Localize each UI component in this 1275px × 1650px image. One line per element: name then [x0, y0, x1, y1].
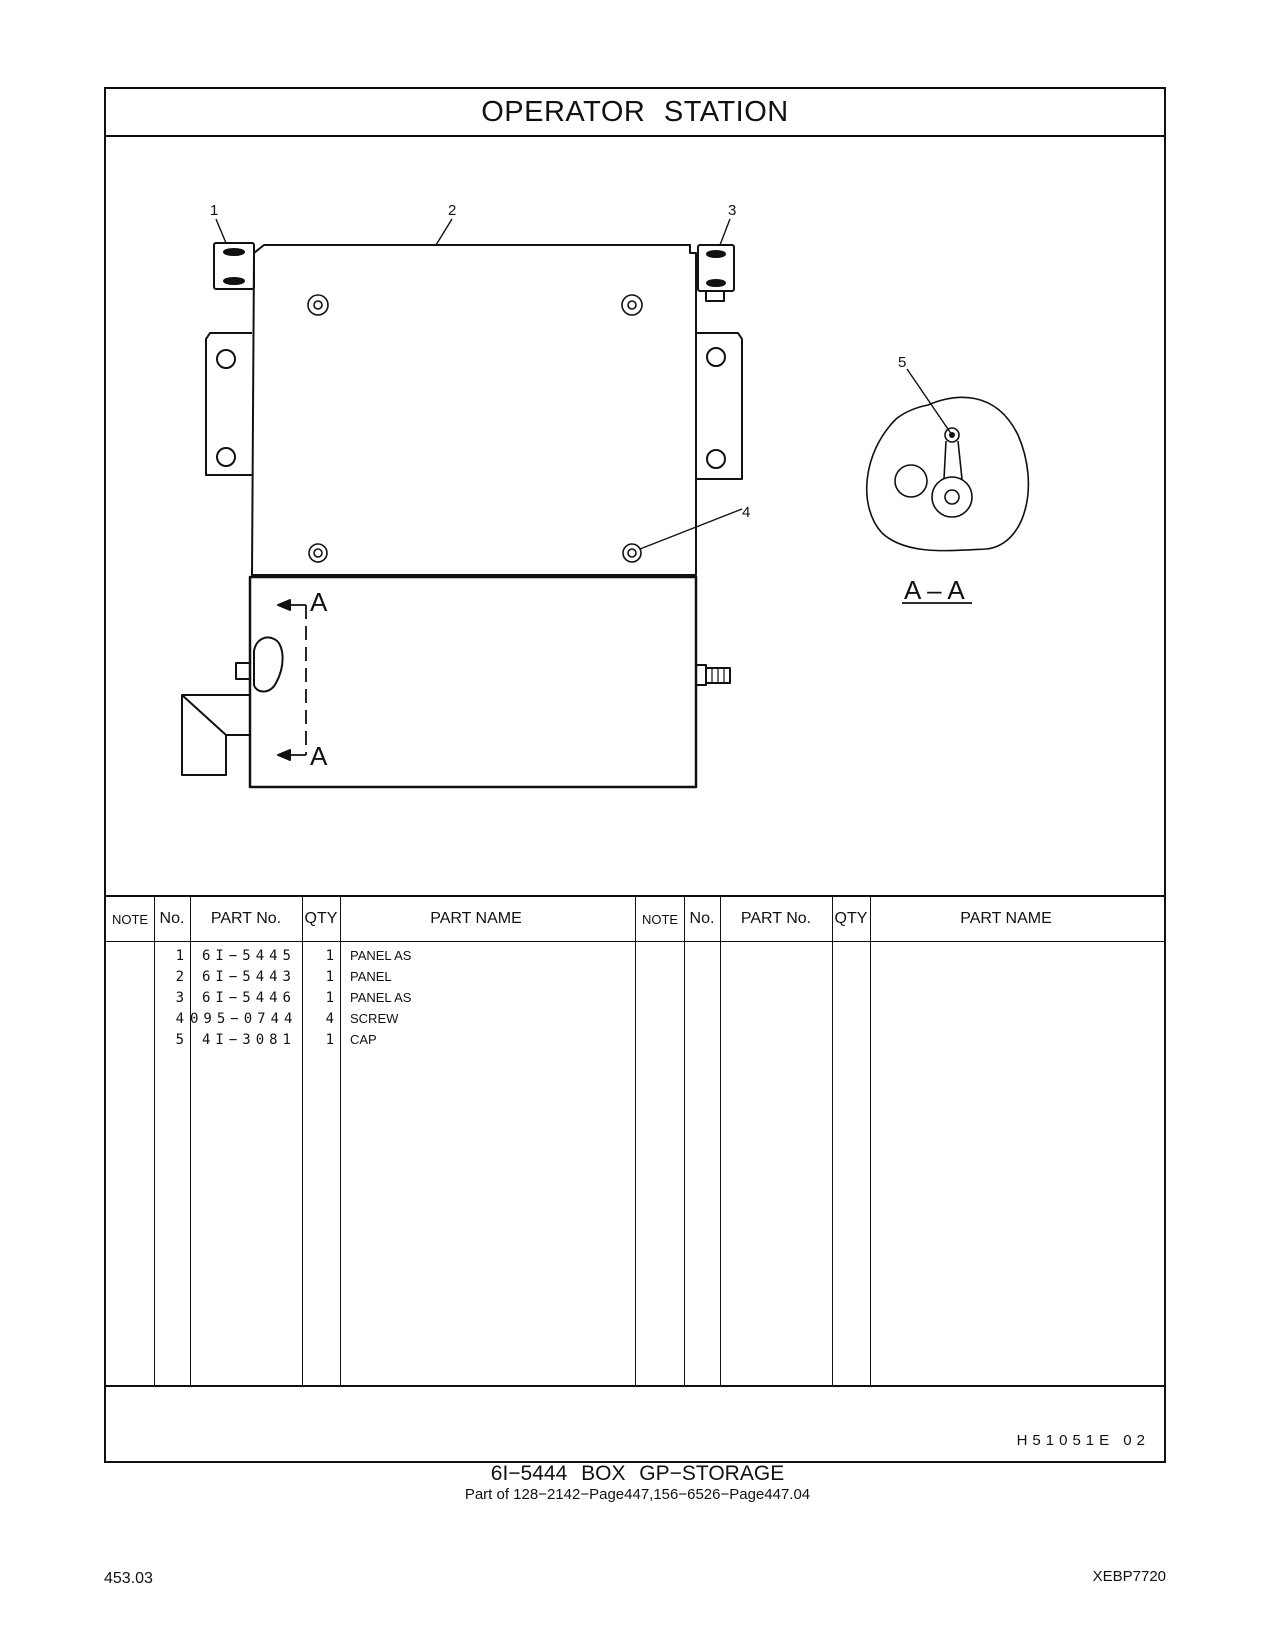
- col-part-name: PART NAME: [960, 910, 1052, 927]
- row-part-no: 6I−5443: [201, 969, 296, 985]
- callout-3: 3: [728, 202, 737, 219]
- callout-1: 1: [210, 202, 219, 219]
- callout-5: 5: [898, 354, 907, 371]
- exploded-view-drawing: [106, 135, 1164, 895]
- table-row: [106, 1029, 635, 1051]
- section-aa-outline: [867, 397, 1029, 550]
- table-row: [106, 966, 635, 988]
- illustration-reference: H51051E 02: [1016, 1432, 1150, 1449]
- col-divider: [720, 897, 721, 1385]
- table-header: [106, 897, 635, 942]
- mount-plate-left: [206, 333, 252, 475]
- parts-tables: [106, 895, 1164, 1387]
- parts-table-right: [635, 897, 1164, 1385]
- table-row: [106, 945, 635, 967]
- row-part-name: PANEL: [350, 969, 392, 984]
- col-note: NOTE: [111, 911, 149, 927]
- page-number: 453.03: [104, 1570, 153, 1587]
- row-part-name: SCREW: [350, 1011, 399, 1026]
- row-part-name: PANEL AS: [350, 948, 412, 963]
- section-marker-bottom: A: [310, 741, 328, 771]
- row-qty: 1: [325, 990, 334, 1006]
- row-part-no: 4I−3081: [201, 1032, 296, 1048]
- row-no: 4: [175, 1011, 184, 1027]
- col-part-no: PART No.: [210, 910, 282, 927]
- mount-plate-right: [696, 333, 742, 479]
- table-header: [636, 897, 1164, 942]
- col-note: NOTE: [641, 911, 679, 927]
- parts-table-left: [106, 897, 635, 1385]
- col-part-no: PART No.: [740, 910, 812, 927]
- callout-4: 4: [742, 504, 751, 521]
- screw-marks: [308, 295, 642, 562]
- section-marker-top: A: [310, 587, 328, 617]
- group-caption: [0, 1462, 1275, 1503]
- group-parent-reference: Part of 128−2142−Page447,156−6526−Page447.04: [464, 1486, 811, 1503]
- row-qty: 1: [325, 948, 334, 964]
- col-qty: QTY: [834, 910, 868, 927]
- page-frame: [104, 87, 1166, 1463]
- col-divider: [832, 897, 833, 1385]
- col-no: No.: [159, 910, 185, 927]
- row-part-name: CAP: [350, 1032, 377, 1047]
- row-no: 1: [175, 948, 184, 964]
- table-row: [106, 987, 635, 1009]
- section-view-label: A – A: [904, 575, 965, 605]
- row-part-no: 6I−5446: [201, 990, 296, 1006]
- row-qty: 1: [325, 1032, 334, 1048]
- row-qty: 1: [325, 969, 334, 985]
- row-part-name: PANEL AS: [350, 990, 412, 1005]
- latch-left: [254, 638, 283, 692]
- parts-illustration: [106, 135, 1164, 895]
- row-qty: 4: [325, 1011, 334, 1027]
- table-row: [106, 1008, 635, 1030]
- group-title: 6I−5444 BOX GP−STORAGE: [490, 1462, 785, 1485]
- row-part-no: 095−0744: [190, 1011, 298, 1027]
- row-no: 5: [175, 1032, 184, 1048]
- col-no: No.: [689, 910, 715, 927]
- col-divider: [684, 897, 685, 1385]
- row-no: 2: [175, 969, 184, 985]
- col-part-name: PART NAME: [430, 910, 522, 927]
- document-id: XEBP7720: [1092, 1568, 1166, 1585]
- callout-2: 2: [448, 202, 457, 219]
- section-title: OPERATOR STATION: [106, 89, 1164, 137]
- row-no: 3: [175, 990, 184, 1006]
- col-qty: QTY: [304, 910, 338, 927]
- stud-right: [696, 665, 706, 685]
- corner-bracket: [182, 695, 250, 775]
- row-part-no: 6I−5445: [201, 948, 296, 964]
- col-divider: [870, 897, 871, 1385]
